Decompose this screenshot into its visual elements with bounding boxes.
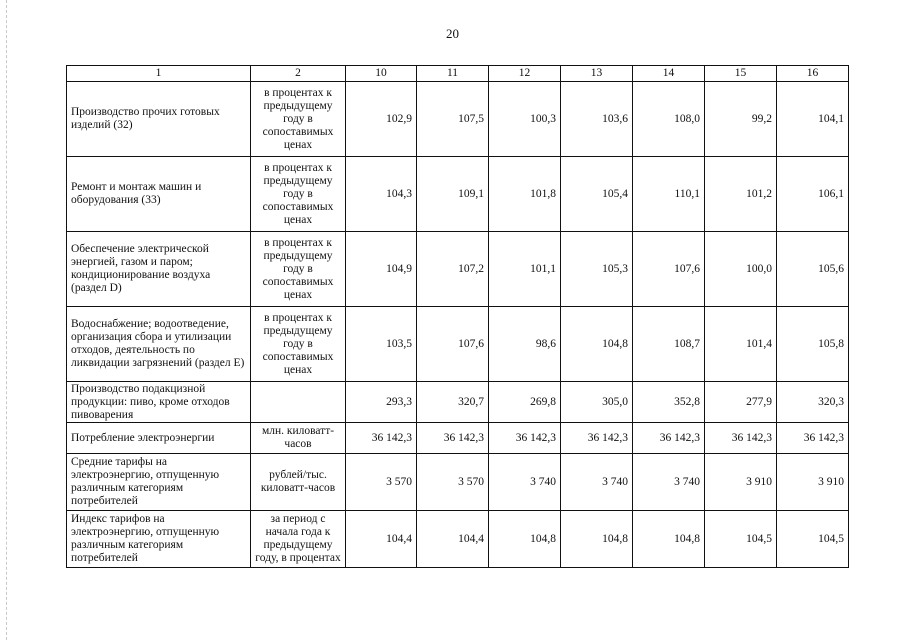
- row-name: Производство прочих готовых изделий (32): [67, 82, 251, 157]
- row-value: 103,5: [346, 307, 417, 382]
- row-value: 104,8: [489, 511, 561, 568]
- row-value: 3 740: [561, 454, 633, 511]
- row-value: 101,1: [489, 232, 561, 307]
- row-value: 104,8: [561, 511, 633, 568]
- row-value: 104,4: [346, 511, 417, 568]
- row-value: 3 570: [346, 454, 417, 511]
- row-value: 36 142,3: [705, 423, 777, 454]
- col-header: 13: [561, 66, 633, 82]
- row-value: 107,5: [417, 82, 489, 157]
- row-value: 104,8: [633, 511, 705, 568]
- row-value: 269,8: [489, 382, 561, 423]
- row-value: 109,1: [417, 157, 489, 232]
- row-value: 101,4: [705, 307, 777, 382]
- row-name: Индекс тарифов на электроэнергию, отпущенную различным категориям потребителей: [67, 511, 251, 568]
- row-unit: в процентах к предыдущему году в сопоставимых ценах: [251, 232, 346, 307]
- row-value: 277,9: [705, 382, 777, 423]
- row-unit: млн. киловатт-часов: [251, 423, 346, 454]
- table-row: [67, 232, 849, 307]
- row-unit: [251, 382, 346, 423]
- row-value: 36 142,3: [489, 423, 561, 454]
- row-name: Потребление электроэнергии: [67, 423, 251, 454]
- row-value: 3 740: [489, 454, 561, 511]
- row-value: 101,2: [705, 157, 777, 232]
- row-value: 105,4: [561, 157, 633, 232]
- row-name: Производство подакцизной продукции: пиво, кроме отходов пивоварения: [67, 382, 251, 423]
- row-value: 104,4: [417, 511, 489, 568]
- row-value: 36 142,3: [417, 423, 489, 454]
- row-value: 105,6: [777, 232, 849, 307]
- row-value: 102,9: [346, 82, 417, 157]
- row-value: 107,6: [633, 232, 705, 307]
- col-header: 14: [633, 66, 705, 82]
- row-value: 104,5: [705, 511, 777, 568]
- table-row: [67, 382, 849, 423]
- col-header: 1: [67, 66, 251, 82]
- row-value: 100,0: [705, 232, 777, 307]
- col-header: 16: [777, 66, 849, 82]
- row-value: 3 910: [705, 454, 777, 511]
- row-value: 108,0: [633, 82, 705, 157]
- row-value: 107,6: [417, 307, 489, 382]
- row-value: 105,3: [561, 232, 633, 307]
- row-value: 320,7: [417, 382, 489, 423]
- row-value: 104,5: [777, 511, 849, 568]
- table-row: [67, 307, 849, 382]
- row-value: 36 142,3: [633, 423, 705, 454]
- row-value: 36 142,3: [777, 423, 849, 454]
- row-unit: за период с начала года к предыдущему году, в процентах: [251, 511, 346, 568]
- data-table: [66, 65, 849, 568]
- row-value: 104,1: [777, 82, 849, 157]
- row-value: 320,3: [777, 382, 849, 423]
- col-header: 10: [346, 66, 417, 82]
- scan-edge-line: [6, 0, 7, 640]
- row-name: Водоснабжение; водоотведение, организация сбора и утилизации отходов, деятельность по ликвидации загрязнений (раздел E): [67, 307, 251, 382]
- row-value: 36 142,3: [561, 423, 633, 454]
- col-header: 2: [251, 66, 346, 82]
- row-value: 104,3: [346, 157, 417, 232]
- row-value: 108,7: [633, 307, 705, 382]
- row-value: 107,2: [417, 232, 489, 307]
- row-value: 3 910: [777, 454, 849, 511]
- row-value: 98,6: [489, 307, 561, 382]
- row-value: 103,6: [561, 82, 633, 157]
- table-row: [67, 454, 849, 511]
- page-number: 20: [446, 26, 459, 41]
- row-value: 352,8: [633, 382, 705, 423]
- row-value: 293,3: [346, 382, 417, 423]
- row-value: 101,8: [489, 157, 561, 232]
- table-row: [67, 511, 849, 568]
- row-value: 3 740: [633, 454, 705, 511]
- row-unit: в процентах к предыдущему году в сопоставимых ценах: [251, 82, 346, 157]
- row-value: 305,0: [561, 382, 633, 423]
- row-value: 105,8: [777, 307, 849, 382]
- row-name: Обеспечение электрической энергией, газом и паром; кондиционирование воздуха (раздел D): [67, 232, 251, 307]
- row-unit: рублей/тыс. киловатт-часов: [251, 454, 346, 511]
- row-value: 110,1: [633, 157, 705, 232]
- row-value: 106,1: [777, 157, 849, 232]
- row-value: 104,8: [561, 307, 633, 382]
- col-header: 15: [705, 66, 777, 82]
- header-row: [67, 66, 849, 82]
- row-value: 99,2: [705, 82, 777, 157]
- row-unit: в процентах к предыдущему году в сопоставимых ценах: [251, 157, 346, 232]
- table-row: [67, 157, 849, 232]
- row-value: 36 142,3: [346, 423, 417, 454]
- col-header: 11: [417, 66, 489, 82]
- row-unit: в процентах к предыдущему году в сопоставимых ценах: [251, 307, 346, 382]
- col-header: 12: [489, 66, 561, 82]
- table-row: [67, 82, 849, 157]
- row-name: Ремонт и монтаж машин и оборудования (33): [67, 157, 251, 232]
- table-row: [67, 423, 849, 454]
- row-value: 100,3: [489, 82, 561, 157]
- row-name: Средние тарифы на электроэнергию, отпущенную различным категориям потребителей: [67, 454, 251, 511]
- row-value: 3 570: [417, 454, 489, 511]
- row-value: 104,9: [346, 232, 417, 307]
